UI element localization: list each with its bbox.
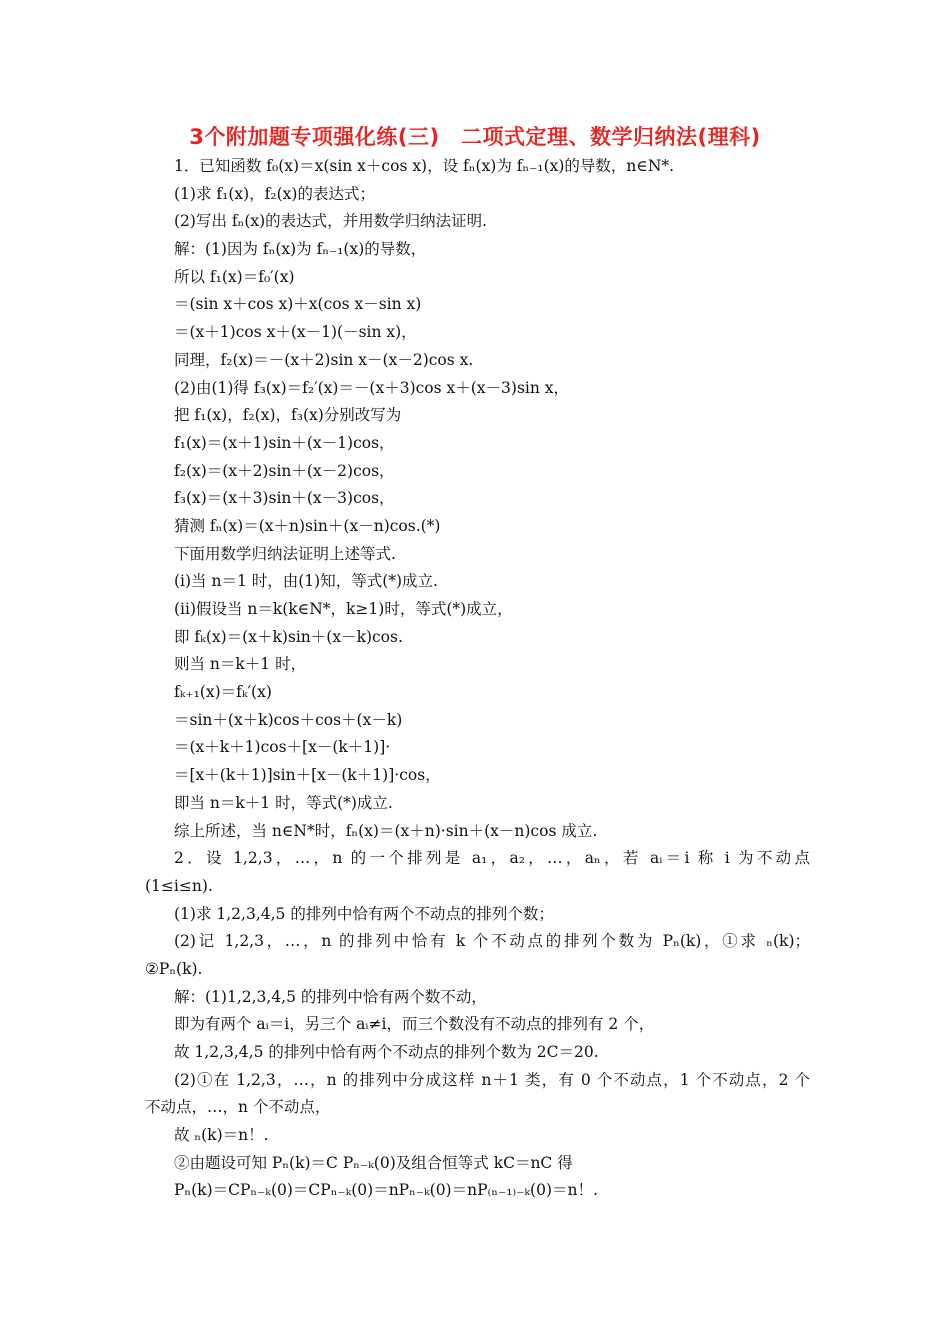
text-line: 即 fₖ(x)＝(x＋k)sin＋(x－k)cos. — [174, 627, 403, 646]
text-line: 则当 n＝k＋1 时， — [174, 655, 307, 674]
text-line: (ⅰ)当 n＝1 时，由(1)知，等式(*)成立. — [174, 572, 438, 591]
text-line: ＝[x＋(k＋1)]sin＋[x－(k＋1)]·cos， — [174, 766, 441, 785]
text-line: 同理，f₂(x)＝－(x＋2)sin x－(x－2)cos x. — [174, 350, 474, 369]
text-line: (1)求 1,2,3,4,5 的排列中恰有两个不动点的排列个数； — [174, 904, 554, 923]
text-line: fₖ₊₁(x)＝fₖ′(x) — [174, 683, 272, 702]
text-line: (1)求 f₁(x)，f₂(x)的表达式； — [174, 184, 375, 203]
text-line: 猜测 fₙ(x)＝(x＋n)sin＋(x－n)cos.(*) — [174, 516, 441, 535]
text-line: 故 ₙ(k)＝n！. — [174, 1126, 269, 1145]
text-line: f₂(x)＝(x＋2)sin＋(x－2)cos， — [174, 461, 395, 480]
text-line: 所以 f₁(x)＝f₀′(x) — [174, 267, 295, 286]
text-line: (2)由(1)得 f₃(x)＝f₂′(x)＝－(x＋3)cos x＋(x－3)sin x， — [174, 378, 570, 397]
text-line: ＝(x＋1)cos x＋(x－1)(－sin x)， — [174, 323, 417, 342]
document-body — [145, 153, 810, 1205]
text-line: (2)写出 fₙ(x)的表达式，并用数学归纳法证明. — [174, 212, 488, 231]
text-line: 即为有两个 aᵢ＝i，另三个 aᵢ≠i，而三个数没有不动点的排列有 2 个， — [174, 1015, 655, 1034]
text-line: 把 f₁(x)，f₂(x)，f₃(x)分别改写为 — [174, 406, 402, 425]
text-line: f₁(x)＝(x＋1)sin＋(x－1)cos， — [174, 433, 395, 452]
text-line: ②Pₙ(k). — [145, 959, 203, 978]
text-line: ＝sin＋(x＋k)cos＋cos＋(x－k) — [174, 710, 403, 729]
text-line: (2)记 1,2,3，…，n 的排列中恰有 k 个不动点的排列个数为 Pₙ(k)，①求 ₙ(k)； — [174, 932, 810, 951]
text-line: 解：(1)1,2,3,4,5 的排列中恰有两个数不动， — [174, 987, 487, 1006]
text-line: 综上所述，当 n∈N*时，fₙ(x)＝(x＋n)·sin＋(x－n)cos 成立. — [174, 821, 598, 840]
text-line: 不动点，…，n 个不动点， — [145, 1098, 331, 1117]
page-title: 3个附加题专项强化练(三) 二项式定理、数学归纳法(理科) — [189, 125, 761, 149]
text-line: 即当 n＝k＋1 时，等式(*)成立. — [174, 793, 393, 812]
text-line: ②由题设可知 Pₙ(k)＝C Pₙ₋ₖ(0)及组合恒等式 kC＝nC 得 — [174, 1153, 573, 1172]
text-line: ＝(x＋k＋1)cos＋[x－(k＋1)]· — [174, 738, 391, 757]
text-line: 1．已知函数 f₀(x)＝x(sin x＋cos x)，设 fₙ(x)为 fₙ₋₁(x)的导数，n∈N*. — [174, 157, 675, 175]
text-line: 下面用数学归纳法证明上述等式. — [174, 544, 396, 563]
text-line: 故 1,2,3,4,5 的排列中恰有两个不动点的排列个数为 2C＝20. — [174, 1043, 599, 1061]
text-line: (2)①在 1,2,3，…，n 的排列中分成这样 n＋1 类，有 0 个不动点，1 个不动点，2 个 — [174, 1070, 810, 1089]
text-line: (1≤i≤n). — [145, 876, 213, 895]
text-line: (ⅱ)假设当 n＝k(k∈N*，k≥1)时，等式(*)成立， — [174, 600, 513, 618]
text-line: Pₙ(k)＝CPₙ₋ₖ(0)＝CPₙ₋ₖ(0)＝nPₙ₋ₖ(0)＝nP₍ₙ₋₁₎₋ₖ(0)＝n！. — [174, 1181, 598, 1200]
text-line: 解：(1)因为 fₙ(x)为 fₙ₋₁(x)的导数， — [174, 240, 427, 259]
text-line: ＝(sin x＋cos x)＋x(cos x－sin x) — [174, 295, 422, 314]
text-line: f₃(x)＝(x＋3)sin＋(x－3)cos， — [174, 489, 395, 508]
text-line: 2．设 1,2,3，…，n 的一个排列是 a₁，a₂，…，aₙ，若 aᵢ＝i 称 i 为不动点 — [174, 849, 810, 868]
